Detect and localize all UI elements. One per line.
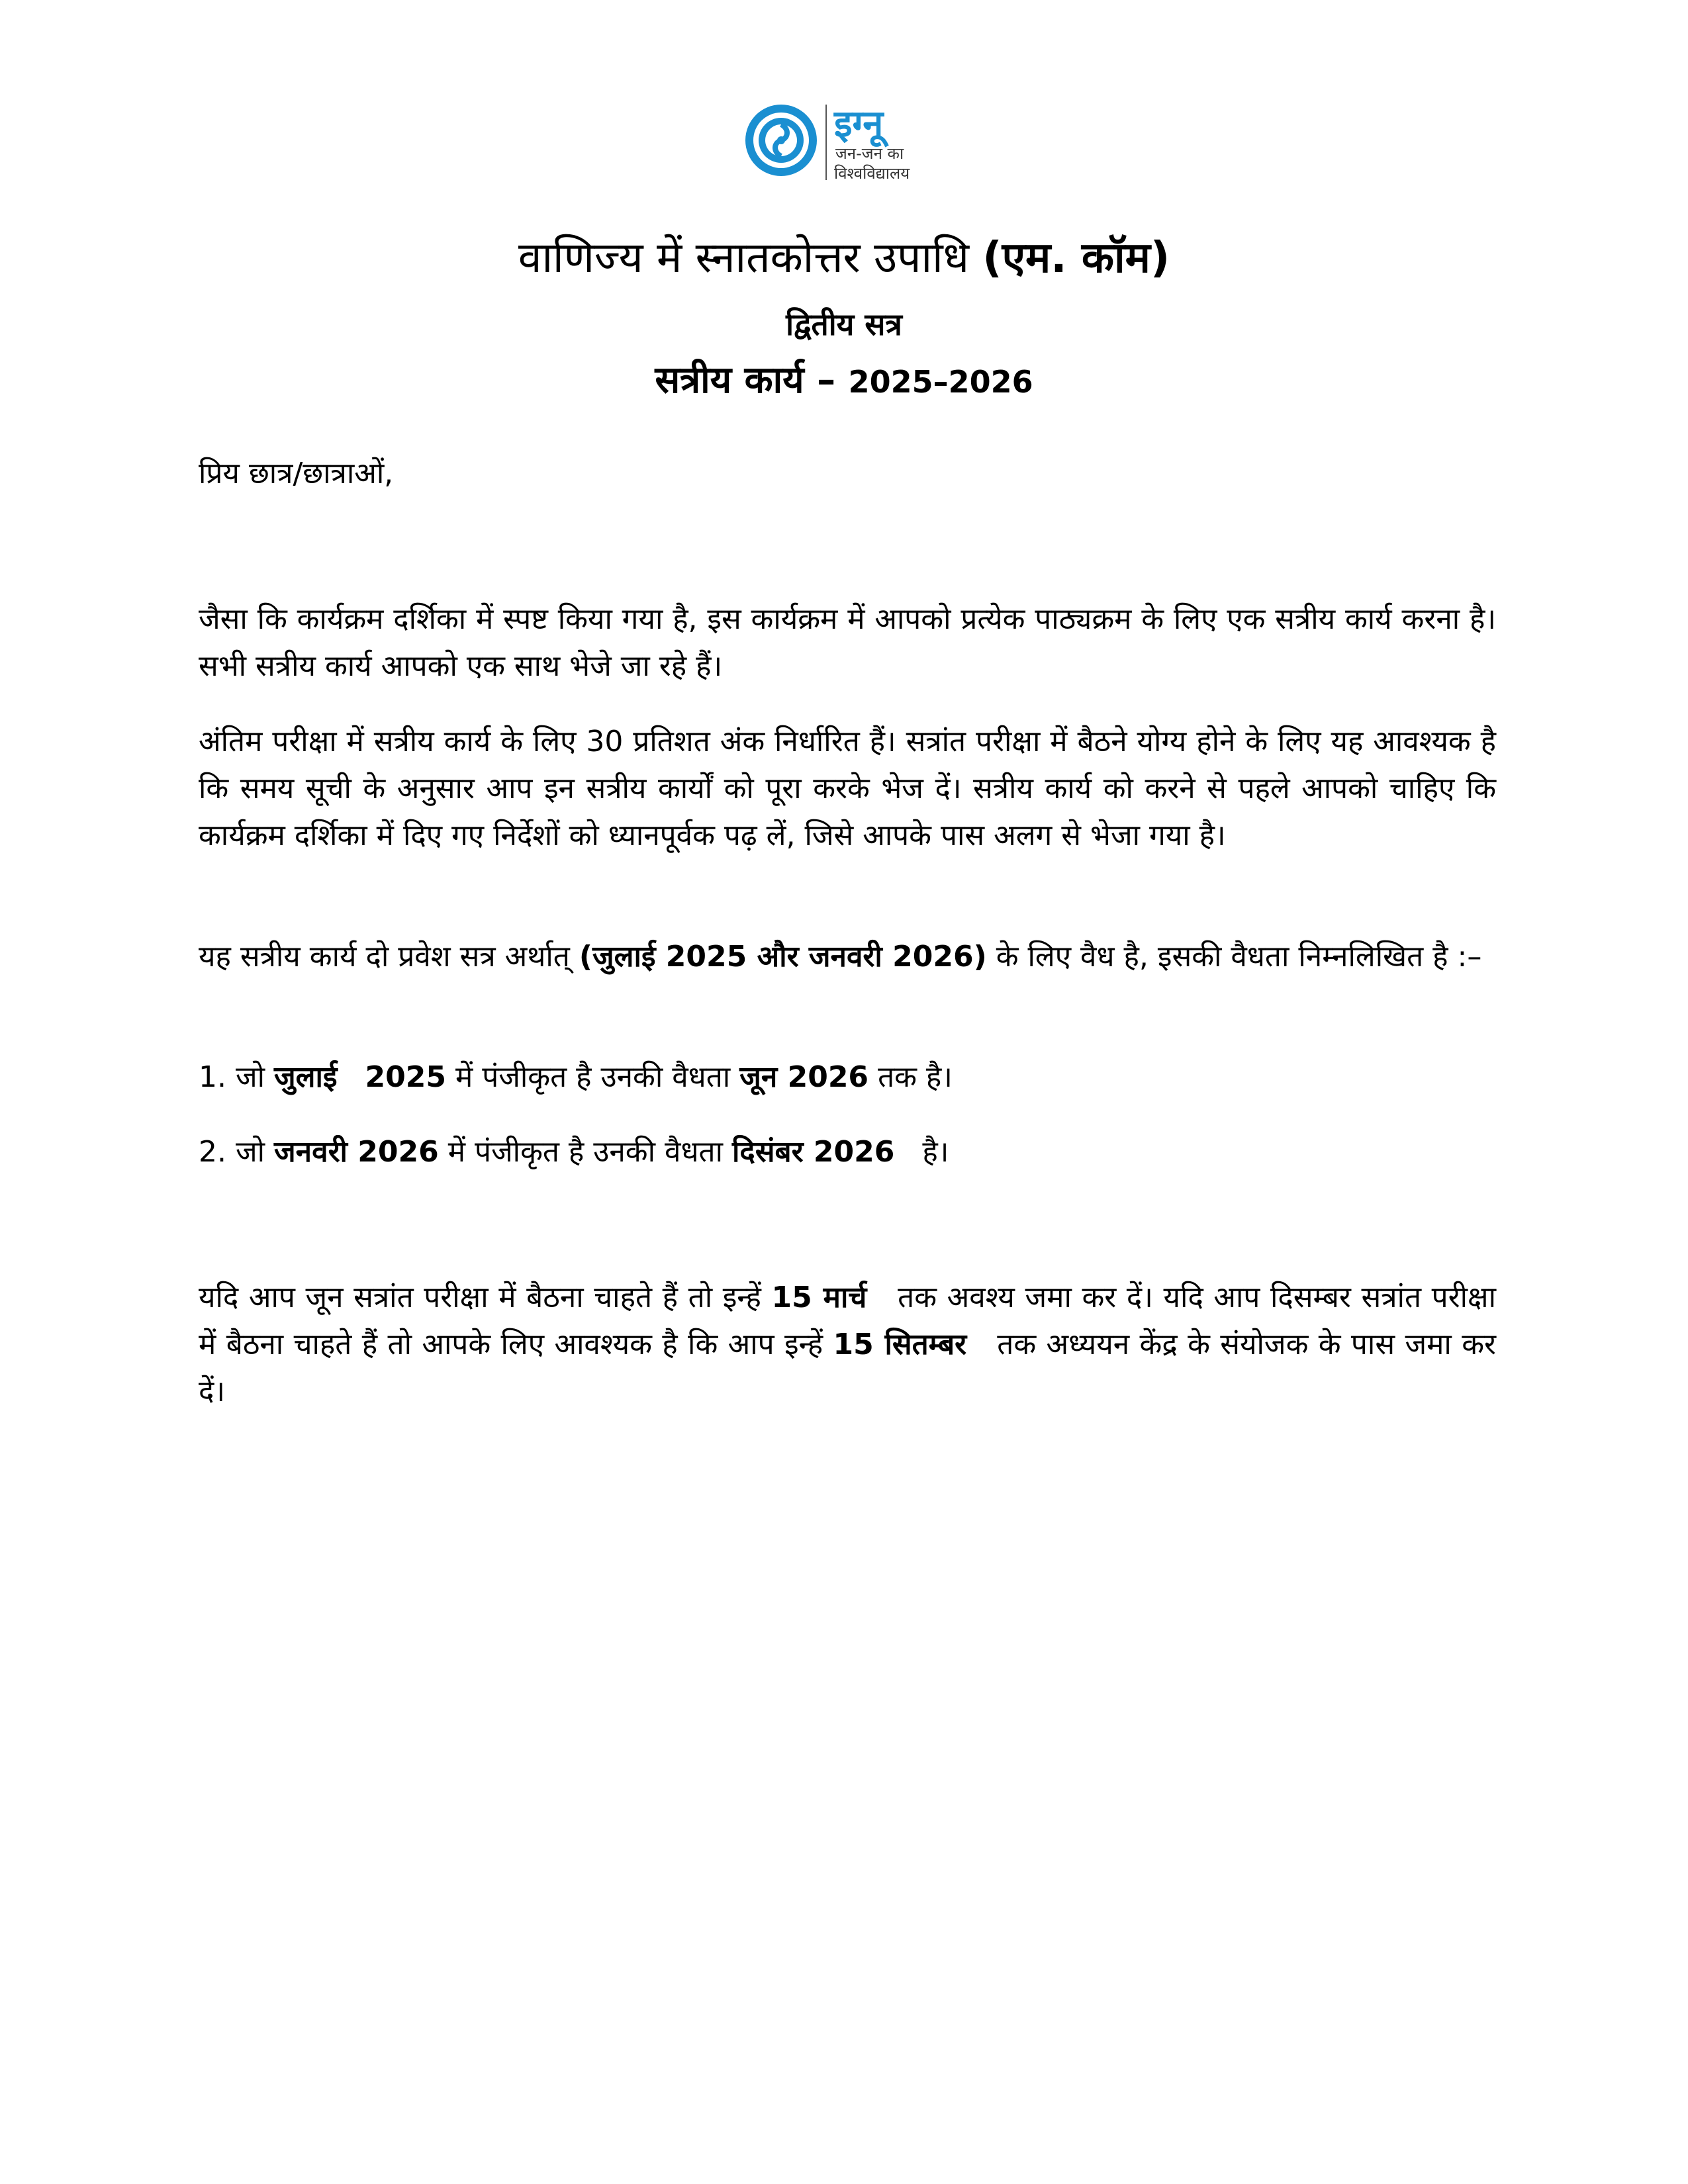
validity-sessions: (जुलाई 2025 और जनवरी 2026) — [579, 940, 987, 974]
validity-text-before: यह सत्रीय कार्य दो प्रवेश सत्र अर्थात् — [199, 940, 570, 974]
semester-heading: द्वितीय सत्र — [786, 306, 902, 342]
list-item-number: 1. — [199, 1060, 226, 1094]
list-item-session: जुलाई — [274, 1060, 338, 1094]
assignment-label: सत्रीय कार्य – — [655, 359, 836, 402]
ignou-logo — [741, 99, 953, 185]
logo-tagline-line2: विश्वविद्यालय — [834, 164, 910, 183]
programme-abbr: (एम. कॉम) — [982, 234, 1170, 283]
list-item — [199, 1128, 1496, 1175]
list-item — [199, 1054, 1496, 1101]
logo-name: इग्नू — [834, 103, 884, 146]
list-item-session: जनवरी 2026 — [274, 1135, 439, 1169]
paragraph-deadlines — [199, 1274, 1496, 1415]
list-item-text: है। — [922, 1135, 949, 1169]
logo-tagline-line1: जन-जन का — [835, 144, 904, 163]
salutation: प्रिय छात्र/छात्राओं, — [199, 457, 394, 490]
deadline-june-exam: 15 मार्च — [771, 1281, 867, 1314]
deadline-december-exam: 15 सितम्बर — [833, 1328, 967, 1361]
list-item-text: में पंजीकृत है उनकी वैधता — [447, 1135, 723, 1169]
list-item-text: जो — [235, 1060, 265, 1094]
paragraph-marks: अंतिम परीक्षा में सत्रीय कार्य के लिए 30 प्रतिशत अंक निर्धारित हैं। सत्रांत परीक्षा में बैठने योग्य होने के लिए यह आवश्यक है कि समय सूची के अनुसार आप इन सत्रीय कार्यों को पूरा करके भेज दें। सत्रीय कार्य को करने से पहले आपको चाहिए कि कार्यक्रम दर्शिका में दिए गए निर्देशों को ध्यानपूर्वक पढ़ लें, जिसे आपके पास अलग से भेजा गया है। — [199, 725, 1496, 852]
validity-text-after: के लिए वैध है, इसकी वैधता निम्नलिखित है :– — [996, 940, 1482, 974]
list-item-text: में पंजीकृत है उनकी वैधता — [455, 1060, 731, 1094]
programme-title-text: वाणिज्य में स्नातकोत्तर उपाधि — [518, 234, 970, 283]
programme-title — [0, 228, 1688, 288]
deadline-text: तक अवश्य जमा कर दें। यदि आप दिसम्बर सत्रांत परीक्षा में बैठना चाहते हैं तो आपके लिए आवश्यक है कि आप इन्हें — [199, 1281, 1496, 1361]
assignment-heading — [0, 354, 1688, 408]
list-item-session-year: 2025 — [365, 1060, 446, 1094]
ignou-emblem-icon — [745, 105, 817, 176]
list-item-number: 2. — [199, 1135, 226, 1169]
assignment-year: 2025–2026 — [848, 364, 1033, 400]
paragraph-validity — [199, 933, 1496, 980]
list-item-text: जो — [235, 1135, 265, 1169]
deadline-text: यदि आप जून सत्रांत परीक्षा में बैठना चाहते हैं तो इन्हें — [199, 1281, 761, 1314]
list-item-text: तक है। — [878, 1060, 953, 1094]
paragraph-intro: जैसा कि कार्यक्रम दर्शिका में स्पष्ट किया गया है, इस कार्यक्रम में आपको प्रत्येक पाठ्यक्रम के लिए एक सत्रीय कार्य करना है। सभी सत्रीय कार्य आपको एक साथ भेजे जा रहे हैं। — [199, 602, 1496, 683]
deadline-text: तक अध्ययन केंद्र के संयोजक के पास जमा कर दें। — [199, 1328, 1496, 1408]
list-item-validity: दिसंबर 2026 — [731, 1135, 895, 1169]
list-item-validity: जून 2026 — [739, 1060, 869, 1094]
